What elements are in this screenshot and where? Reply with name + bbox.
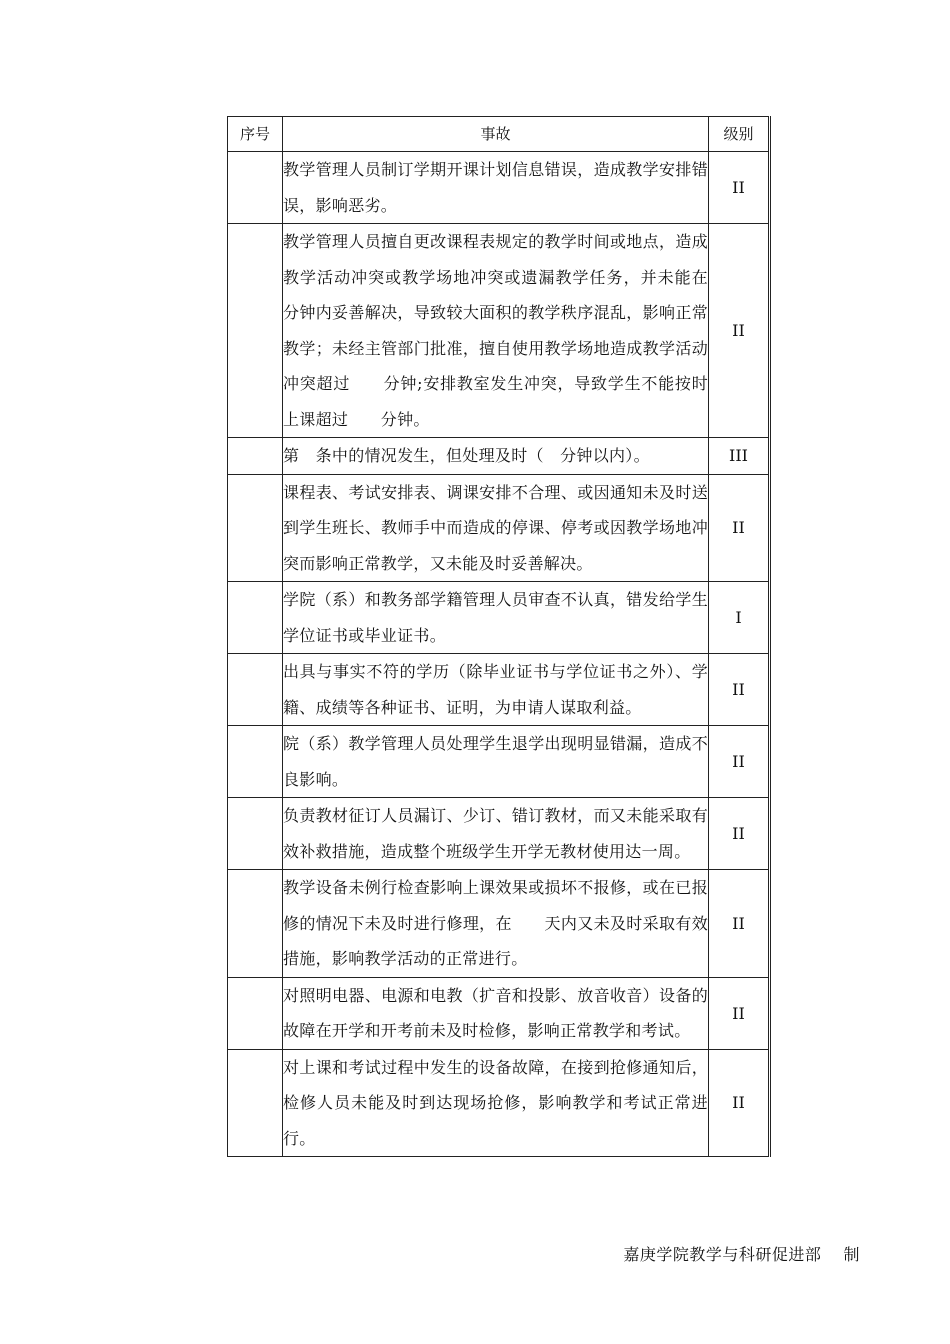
table-row — [228, 224, 770, 438]
row-incident-text: 负责教材征订人员漏订、少订、错订教材，而又未能采取有效补救措施，造成整个班级学生开学无教材使用达一周。 — [283, 798, 709, 870]
row-serial-number — [228, 224, 283, 438]
row-incident-text: 教学管理人员擅自更改课程表规定的教学时间或地点，造成教学活动冲突或教学场地冲突或遗漏教学任务，并未能在 分钟内妥善解决，导致较大面积的教学秩序混乱，影响正常教学；未经主管部门批准，擅自使用教学场地造成教学活动冲突超过 分钟;安排教室发生冲突，导致学生不能按时上课超过 分钟。 — [283, 224, 709, 438]
table-row — [228, 654, 770, 726]
table-row — [228, 438, 770, 475]
row-level: II — [709, 1049, 770, 1157]
header-serial-number: 序号 — [228, 117, 283, 152]
row-serial-number — [228, 798, 283, 870]
row-level: II — [709, 977, 770, 1049]
table-row — [228, 726, 770, 798]
table-row — [228, 798, 770, 870]
row-serial-number — [228, 438, 283, 475]
table-row — [228, 977, 770, 1049]
table-row — [228, 152, 770, 224]
incident-level-table — [227, 116, 771, 1157]
row-serial-number — [228, 1049, 283, 1157]
header-incident: 事故 — [283, 117, 709, 152]
row-incident-text: 对照明电器、电源和电教（扩音和投影、放音收音）设备的故障在开学和开考前未及时检修，影响正常教学和考试。 — [283, 977, 709, 1049]
table-row — [228, 582, 770, 654]
row-serial-number — [228, 977, 283, 1049]
row-level: II — [709, 798, 770, 870]
row-incident-text: 学院（系）和教务部学籍管理人员审查不认真，错发给学生学位证书或毕业证书。 — [283, 582, 709, 654]
row-level: III — [709, 438, 770, 475]
row-serial-number — [228, 726, 283, 798]
table-row — [228, 1049, 770, 1157]
row-incident-text: 院（系）教学管理人员处理学生退学出现明显错漏，造成不良影响。 — [283, 726, 709, 798]
row-incident-text: 教学管理人员制订学期开课计划信息错误，造成教学安排错误，影响恶劣。 — [283, 152, 709, 224]
row-level: I — [709, 582, 770, 654]
row-incident-text: 第 条中的情况发生，但处理及时（ 分钟以内）。 — [283, 438, 709, 475]
row-serial-number — [228, 152, 283, 224]
row-serial-number — [228, 582, 283, 654]
row-level: II — [709, 224, 770, 438]
row-serial-number — [228, 654, 283, 726]
table-header-row — [228, 117, 770, 152]
footer-issuer: 嘉庚学院教学与科研促进部 制 — [623, 1245, 860, 1264]
table-row — [228, 474, 770, 582]
row-level: II — [709, 870, 770, 978]
row-serial-number — [228, 870, 283, 978]
row-incident-text: 对上课和考试过程中发生的设备故障，在接到抢修通知后，检修人员未能及时到达现场抢修，影响教学和考试正常进行。 — [283, 1049, 709, 1157]
header-level: 级别 — [709, 117, 770, 152]
row-incident-text: 出具与事实不符的学历（除毕业证书与学位证书之外）、学籍、成绩等各种证书、证明，为申请人谋取利益。 — [283, 654, 709, 726]
row-level: II — [709, 152, 770, 224]
row-incident-text: 课程表、考试安排表、调课安排不合理、或因通知未及时送到学生班长、教师手中而造成的停课、停考或因教学场地冲突而影响正常教学，又未能及时妥善解决。 — [283, 474, 709, 582]
row-incident-text: 教学设备未例行检查影响上课效果或损坏不报修，或在已报修的情况下未及时进行修理，在 天内又未及时采取有效措施，影响教学活动的正常进行。 — [283, 870, 709, 978]
row-level: II — [709, 654, 770, 726]
row-serial-number — [228, 474, 283, 582]
row-level: II — [709, 474, 770, 582]
table-row — [228, 870, 770, 978]
row-level: II — [709, 726, 770, 798]
